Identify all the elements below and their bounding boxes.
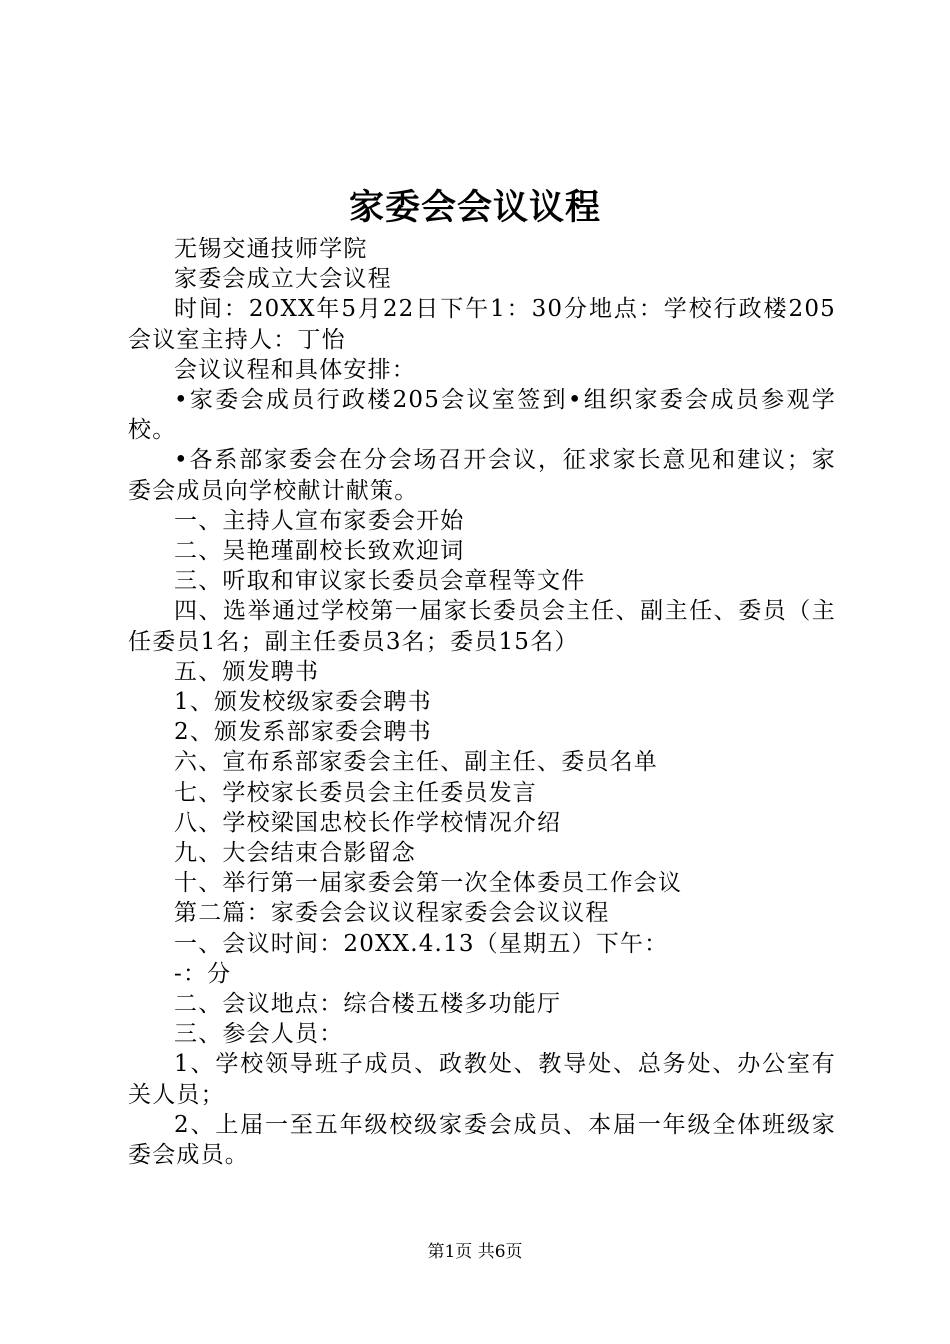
paragraph: 一、主持人宣布家委会开始 [174, 507, 465, 534]
paragraph: 1、颁发校级家委会聘书 [174, 689, 432, 716]
paragraph: 十、举行第一届家委会第一次全体委员工作会议 [174, 870, 683, 897]
paragraph: 三、参会人员： [174, 1021, 344, 1048]
paragraph: 二、吴艳瑾副校长致欢迎词 [174, 538, 465, 565]
paragraph: 二、会议地点：综合楼五楼多功能厅 [174, 991, 562, 1018]
paragraph: 八、学校梁国忠校长作学校情况介绍 [174, 809, 562, 836]
paragraph: •家委会成员行政楼205会议室签到•组织家委会成员参观学校。 [128, 387, 836, 444]
paragraph: 四、选举通过学校第一届家长委员会主任、副主任、委员（主任委员1名；副主任委员3名；委员15名） [128, 598, 836, 655]
paragraph: 会议议程和具体安排： [174, 356, 416, 383]
document-body [128, 234, 836, 1170]
paragraph: 2、上届一至五年级校级家委会成员、本届一年级全体班级家委会成员。 [128, 1111, 836, 1169]
paragraph: 五、颁发聘书 [174, 658, 320, 685]
paragraph: •各系部家委会在分会场召开会议，征求家长意见和建议；家委会成员向学校献计献策。 [128, 447, 836, 504]
paragraph: 2、颁发系部家委会聘书 [174, 719, 432, 746]
paragraph: 六、宣布系部家委会主任、副主任、委员名单 [174, 749, 658, 776]
paragraph: 时间：20XX年5月22日下午1：30分地点：学校行政楼205会议室主持人：丁怡 [128, 296, 836, 353]
paragraph: 一、会议时间：20XX.4.13（星期五）下午： [174, 930, 669, 957]
document-title: 家委会会议议程 [348, 187, 601, 228]
paragraph: 七、学校家长委员会主任委员发言 [174, 779, 537, 806]
paragraph: -：分 [174, 960, 232, 987]
paragraph: 第二篇：家委会会议议程家委会会议议程 [174, 900, 610, 927]
paragraph: 九、大会结束合影留念 [174, 840, 416, 867]
paragraph: 无锡交通技师学院 [174, 236, 368, 262]
paragraph: 三、听取和审议家长委员会章程等文件 [174, 568, 586, 595]
page-number-footer: 第1页 共6页 [427, 1242, 523, 1262]
paragraph: 1、学校领导班子成员、政教处、教导处、总务处、办公室有关人员； [128, 1051, 836, 1108]
paragraph: 家委会成立大会议程 [174, 266, 392, 293]
